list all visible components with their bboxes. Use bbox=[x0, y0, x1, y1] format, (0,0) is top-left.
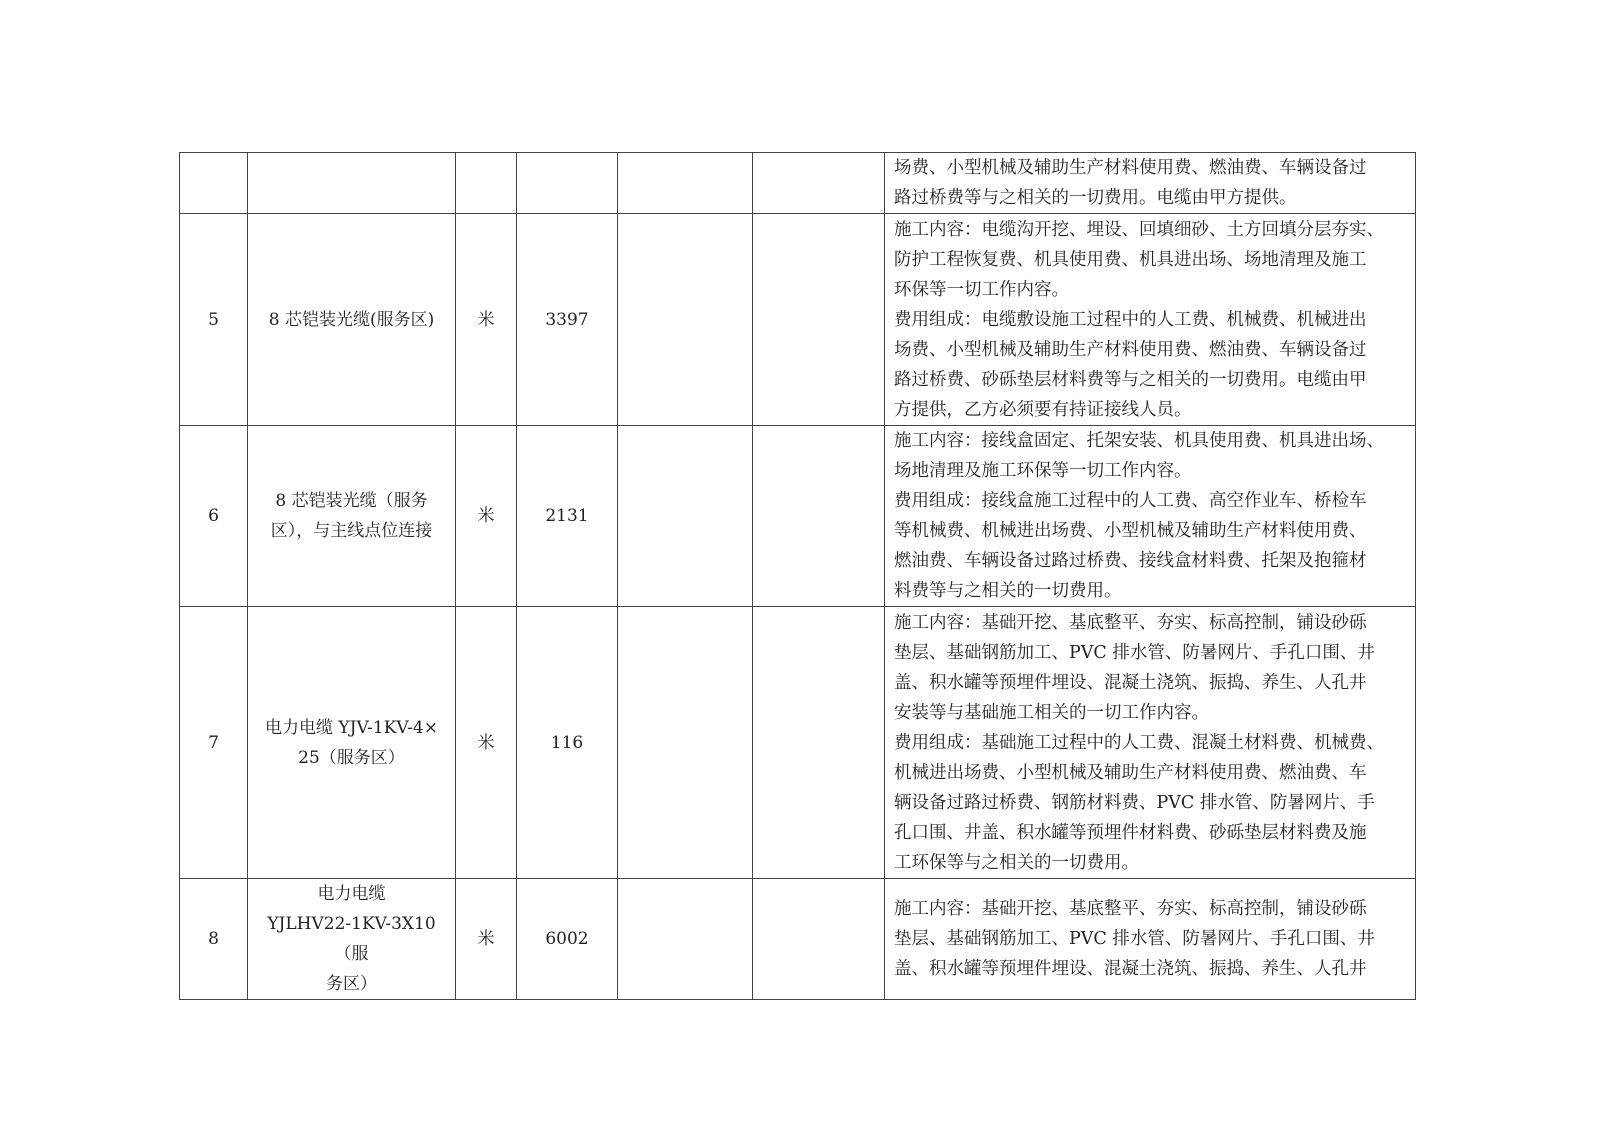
description-line: 防护工程恢复费、机具使用费、机具进出场、场地清理及施工 bbox=[894, 249, 1367, 270]
description-line: 盖、积水罐等预埋件埋设、混凝土浇筑、振捣、养生、人孔井 bbox=[894, 672, 1367, 693]
description-line: 盖、积水罐等预埋件埋设、混凝土浇筑、振捣、养生、人孔井 bbox=[894, 959, 1367, 979]
description-line: 路过桥费等与之相关的一切费用。电缆由甲方提供。 bbox=[894, 188, 1297, 208]
description-line: 工环保等与之相关的一切费用。 bbox=[894, 852, 1139, 873]
description-line: 辆设备过路过桥费、钢筋材料费、PVC 排水管、防暑网片、手 bbox=[894, 792, 1375, 813]
description-cell bbox=[885, 153, 1416, 214]
item-name-line: 区），与主线点位连接 bbox=[270, 521, 433, 541]
seq-cell bbox=[180, 153, 248, 214]
table-row bbox=[180, 607, 1416, 879]
amount-cell bbox=[753, 426, 885, 607]
description-line: 环保等一切工作内容。 bbox=[894, 279, 1069, 300]
description-line: 机械进出场费、小型机械及辅助生产材料使用费、燃油费、车 bbox=[894, 762, 1367, 783]
item-name-cell bbox=[248, 426, 456, 607]
unit-price-cell bbox=[618, 879, 753, 1000]
description-line: 场费、小型机械及辅助生产材料使用费、燃油费、车辆设备过 bbox=[894, 158, 1367, 178]
item-name-line: 25（服务区） bbox=[298, 747, 405, 768]
amount-cell bbox=[753, 153, 885, 214]
item-name-cell bbox=[248, 153, 456, 214]
quantity-cell: 6002 bbox=[517, 879, 618, 1000]
description-line: 路过桥费、砂砾垫层材料费等与之相关的一切费用。电缆由甲 bbox=[894, 369, 1367, 390]
unit-cell: 米 bbox=[456, 607, 517, 879]
item-name-cell bbox=[248, 214, 456, 426]
item-name-cell bbox=[248, 607, 456, 879]
item-name-line: 电力电缆 bbox=[317, 884, 386, 904]
seq-cell: 8 bbox=[180, 879, 248, 1000]
quantity-cell: 3397 bbox=[517, 214, 618, 426]
description-line: 安装等与基础施工相关的一切工作内容。 bbox=[894, 702, 1209, 723]
unit-price-cell bbox=[618, 607, 753, 879]
seq-cell: 7 bbox=[180, 607, 248, 879]
description-line: 施工内容：基础开挖、基底整平、夯实、标高控制，铺设砂砾 bbox=[894, 612, 1367, 633]
amount-cell bbox=[753, 879, 885, 1000]
work-items-table bbox=[179, 152, 1416, 1000]
item-name-line: 务区） bbox=[326, 974, 377, 994]
description-line: 场地清理及施工环保等一切工作内容。 bbox=[894, 461, 1192, 481]
description-cell bbox=[885, 214, 1416, 426]
item-name-cell bbox=[248, 879, 456, 1000]
unit-cell: 米 bbox=[456, 426, 517, 607]
item-name-line: 8 芯铠装光缆(服务区) bbox=[268, 309, 435, 330]
description-line: 费用组成：基础施工过程中的人工费、混凝土材料费、机械费、 bbox=[894, 732, 1384, 753]
quantity-cell: 2131 bbox=[517, 426, 618, 607]
description-line: 料费等与之相关的一切费用。 bbox=[894, 581, 1122, 601]
table-row bbox=[180, 153, 1416, 214]
seq-cell: 5 bbox=[180, 214, 248, 426]
description-line: 垫层、基础钢筋加工、PVC 排水管、防暑网片、手孔口围、井 bbox=[894, 929, 1375, 949]
description-line: 燃油费、车辆设备过路过桥费、接线盒材料费、托架及抱箍材 bbox=[894, 551, 1367, 571]
unit-price-cell bbox=[618, 426, 753, 607]
unit-cell bbox=[456, 153, 517, 214]
table-body bbox=[180, 153, 1416, 1000]
quantity-cell: 116 bbox=[517, 607, 618, 879]
item-name-line: 电力电缆 YJV-1KV-4× bbox=[265, 717, 438, 738]
description-cell bbox=[885, 426, 1416, 607]
unit-price-cell bbox=[618, 153, 753, 214]
description-cell bbox=[885, 879, 1416, 1000]
description-line: 垫层、基础钢筋加工、PVC 排水管、防暑网片、手孔口围、井 bbox=[894, 642, 1375, 663]
amount-cell bbox=[753, 607, 885, 879]
item-name-line: 8 芯铠装光缆（服务 bbox=[275, 491, 428, 511]
unit-cell: 米 bbox=[456, 879, 517, 1000]
description-line: 施工内容：接线盒固定、托架安装、机具使用费、机具进出场、 bbox=[894, 431, 1384, 451]
unit-cell: 米 bbox=[456, 214, 517, 426]
table-row bbox=[180, 879, 1416, 1000]
unit-price-cell bbox=[618, 214, 753, 426]
description-line: 场费、小型机械及辅助生产材料使用费、燃油费、车辆设备过 bbox=[894, 339, 1367, 360]
table-row bbox=[180, 426, 1416, 607]
description-line: 方提供，乙方必须要有持证接线人员。 bbox=[894, 399, 1192, 420]
description-cell bbox=[885, 607, 1416, 879]
description-line: 费用组成：电缆敷设施工过程中的人工费、机械费、机械进出 bbox=[894, 309, 1367, 330]
item-name-line: YJLHV22-1KV-3X10（服 bbox=[267, 914, 436, 964]
seq-cell: 6 bbox=[180, 426, 248, 607]
description-line: 施工内容：基础开挖、基底整平、夯实、标高控制，铺设砂砾 bbox=[894, 899, 1367, 919]
description-line: 费用组成：接线盒施工过程中的人工费、高空作业车、桥检车 bbox=[894, 491, 1367, 511]
amount-cell bbox=[753, 214, 885, 426]
description-line: 等机械费、机械进出场费、小型机械及辅助生产材料使用费、 bbox=[894, 521, 1367, 541]
description-line: 施工内容：电缆沟开挖、埋设、回填细砂、土方回填分层夯实、 bbox=[894, 219, 1384, 240]
table-row bbox=[180, 214, 1416, 426]
quantity-cell bbox=[517, 153, 618, 214]
description-line: 孔口围、井盖、积水罐等预埋件材料费、砂砾垫层材料费及施 bbox=[894, 822, 1367, 843]
